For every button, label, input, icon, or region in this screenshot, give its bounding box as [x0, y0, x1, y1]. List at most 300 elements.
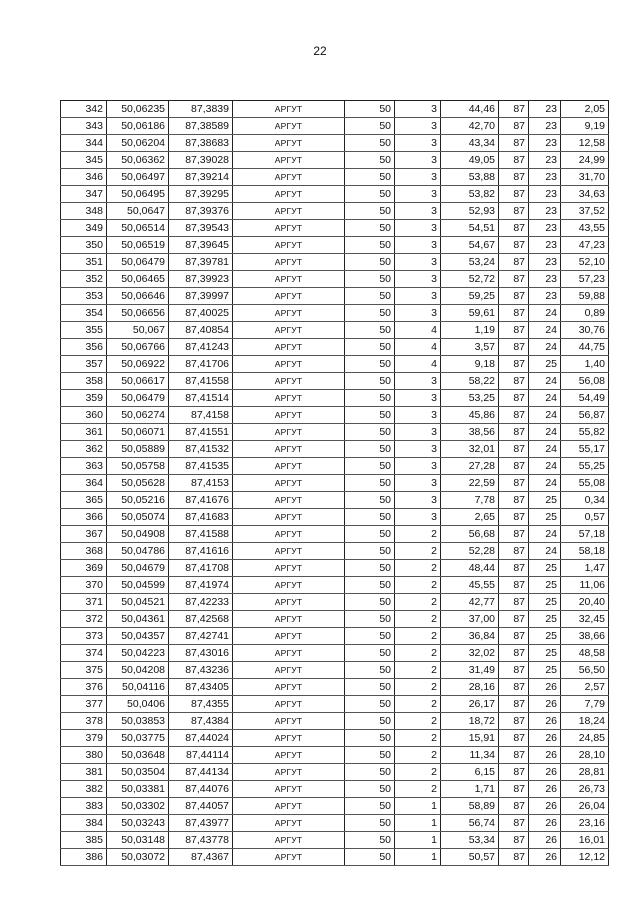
- point-number-cell: 373: [61, 628, 107, 645]
- latitude-cell: 50,06479: [107, 390, 169, 407]
- longitude-cell: 87,41551: [169, 424, 233, 441]
- lat-seconds-cell: 45,86: [441, 407, 499, 424]
- river-name-cell: АРГУТ: [233, 305, 345, 322]
- lon-minutes-cell: 26: [529, 832, 561, 849]
- point-number-cell: 345: [61, 152, 107, 169]
- lon-degrees-cell: 87: [499, 186, 529, 203]
- lat-seconds-cell: 58,89: [441, 798, 499, 815]
- lat-seconds-cell: 44,46: [441, 101, 499, 118]
- lon-seconds-cell: 30,76: [561, 322, 609, 339]
- river-name-cell: АРГУТ: [233, 798, 345, 815]
- lat-degrees-cell: 50: [345, 713, 395, 730]
- lon-minutes-cell: 26: [529, 815, 561, 832]
- table-row: [61, 254, 609, 271]
- point-number-cell: 383: [61, 798, 107, 815]
- lon-degrees-cell: 87: [499, 611, 529, 628]
- lat-minutes-cell: 2: [395, 543, 441, 560]
- lon-degrees-cell: 87: [499, 492, 529, 509]
- longitude-cell: 87,41708: [169, 560, 233, 577]
- lat-minutes-cell: 2: [395, 526, 441, 543]
- lon-degrees-cell: 87: [499, 288, 529, 305]
- lon-degrees-cell: 87: [499, 645, 529, 662]
- lat-seconds-cell: 1,71: [441, 781, 499, 798]
- river-name-cell: АРГУТ: [233, 152, 345, 169]
- lon-minutes-cell: 23: [529, 118, 561, 135]
- lon-degrees-cell: 87: [499, 526, 529, 543]
- lat-minutes-cell: 3: [395, 305, 441, 322]
- longitude-cell: 87,39295: [169, 186, 233, 203]
- point-number-cell: 360: [61, 407, 107, 424]
- lat-minutes-cell: 2: [395, 628, 441, 645]
- lat-minutes-cell: 4: [395, 322, 441, 339]
- lat-minutes-cell: 3: [395, 492, 441, 509]
- longitude-cell: 87,41616: [169, 543, 233, 560]
- lat-seconds-cell: 54,51: [441, 220, 499, 237]
- table-row: [61, 152, 609, 169]
- lon-degrees-cell: 87: [499, 152, 529, 169]
- table-row: [61, 237, 609, 254]
- lat-seconds-cell: 9,18: [441, 356, 499, 373]
- lat-minutes-cell: 3: [395, 390, 441, 407]
- lon-minutes-cell: 23: [529, 101, 561, 118]
- lat-minutes-cell: 3: [395, 203, 441, 220]
- lon-seconds-cell: 56,08: [561, 373, 609, 390]
- lon-seconds-cell: 20,40: [561, 594, 609, 611]
- longitude-cell: 87,39645: [169, 237, 233, 254]
- longitude-cell: 87,4158: [169, 407, 233, 424]
- latitude-cell: 50,04786: [107, 543, 169, 560]
- longitude-cell: 87,4153: [169, 475, 233, 492]
- river-name-cell: АРГУТ: [233, 832, 345, 849]
- lon-seconds-cell: 11,06: [561, 577, 609, 594]
- lon-degrees-cell: 87: [499, 135, 529, 152]
- table-row: [61, 628, 609, 645]
- table-row: [61, 696, 609, 713]
- lon-minutes-cell: 26: [529, 679, 561, 696]
- lat-minutes-cell: 3: [395, 220, 441, 237]
- river-name-cell: АРГУТ: [233, 390, 345, 407]
- river-name-cell: АРГУТ: [233, 611, 345, 628]
- table-row: [61, 118, 609, 135]
- river-name-cell: АРГУТ: [233, 458, 345, 475]
- lat-degrees-cell: 50: [345, 101, 395, 118]
- point-number-cell: 363: [61, 458, 107, 475]
- lat-degrees-cell: 50: [345, 679, 395, 696]
- longitude-cell: 87,43405: [169, 679, 233, 696]
- lat-minutes-cell: 3: [395, 169, 441, 186]
- lon-seconds-cell: 55,82: [561, 424, 609, 441]
- lon-minutes-cell: 23: [529, 288, 561, 305]
- table-row: [61, 203, 609, 220]
- table-row: [61, 135, 609, 152]
- lat-seconds-cell: 50,57: [441, 849, 499, 866]
- latitude-cell: 50,04357: [107, 628, 169, 645]
- lat-degrees-cell: 50: [345, 730, 395, 747]
- river-name-cell: АРГУТ: [233, 424, 345, 441]
- longitude-cell: 87,38683: [169, 135, 233, 152]
- point-number-cell: 367: [61, 526, 107, 543]
- lat-degrees-cell: 50: [345, 747, 395, 764]
- longitude-cell: 87,40025: [169, 305, 233, 322]
- lat-minutes-cell: 2: [395, 781, 441, 798]
- lat-degrees-cell: 50: [345, 305, 395, 322]
- point-number-cell: 375: [61, 662, 107, 679]
- lat-minutes-cell: 3: [395, 186, 441, 203]
- lat-seconds-cell: 53,24: [441, 254, 499, 271]
- lon-seconds-cell: 48,58: [561, 645, 609, 662]
- lat-minutes-cell: 2: [395, 560, 441, 577]
- table-row: [61, 730, 609, 747]
- longitude-cell: 87,43236: [169, 662, 233, 679]
- table-row: [61, 356, 609, 373]
- lon-seconds-cell: 54,49: [561, 390, 609, 407]
- lon-degrees-cell: 87: [499, 747, 529, 764]
- lat-degrees-cell: 50: [345, 594, 395, 611]
- lon-degrees-cell: 87: [499, 798, 529, 815]
- lat-degrees-cell: 50: [345, 764, 395, 781]
- longitude-cell: 87,39214: [169, 169, 233, 186]
- lat-seconds-cell: 52,72: [441, 271, 499, 288]
- river-name-cell: АРГУТ: [233, 747, 345, 764]
- lat-degrees-cell: 50: [345, 356, 395, 373]
- lon-seconds-cell: 1,47: [561, 560, 609, 577]
- point-number-cell: 346: [61, 169, 107, 186]
- lat-minutes-cell: 3: [395, 441, 441, 458]
- lon-degrees-cell: 87: [499, 679, 529, 696]
- latitude-cell: 50,06766: [107, 339, 169, 356]
- lon-degrees-cell: 87: [499, 169, 529, 186]
- lat-minutes-cell: 3: [395, 475, 441, 492]
- lon-degrees-cell: 87: [499, 373, 529, 390]
- lat-seconds-cell: 7,78: [441, 492, 499, 509]
- point-number-cell: 377: [61, 696, 107, 713]
- coordinates-table: [60, 100, 609, 866]
- lat-minutes-cell: 2: [395, 696, 441, 713]
- table-row: [61, 798, 609, 815]
- river-name-cell: АРГУТ: [233, 594, 345, 611]
- lat-degrees-cell: 50: [345, 628, 395, 645]
- lat-seconds-cell: 2,65: [441, 509, 499, 526]
- lon-degrees-cell: 87: [499, 237, 529, 254]
- lon-seconds-cell: 47,23: [561, 237, 609, 254]
- latitude-cell: 50,04521: [107, 594, 169, 611]
- lat-seconds-cell: 56,74: [441, 815, 499, 832]
- lon-seconds-cell: 55,25: [561, 458, 609, 475]
- lat-degrees-cell: 50: [345, 645, 395, 662]
- lon-minutes-cell: 26: [529, 713, 561, 730]
- lat-seconds-cell: 45,55: [441, 577, 499, 594]
- lat-minutes-cell: 3: [395, 254, 441, 271]
- lon-seconds-cell: 34,63: [561, 186, 609, 203]
- table-row: [61, 781, 609, 798]
- lat-minutes-cell: 1: [395, 815, 441, 832]
- lat-minutes-cell: 2: [395, 611, 441, 628]
- table-row: [61, 713, 609, 730]
- longitude-cell: 87,4355: [169, 696, 233, 713]
- river-name-cell: АРГУТ: [233, 186, 345, 203]
- lon-minutes-cell: 23: [529, 186, 561, 203]
- lon-minutes-cell: 26: [529, 730, 561, 747]
- lon-minutes-cell: 26: [529, 849, 561, 866]
- river-name-cell: АРГУТ: [233, 271, 345, 288]
- lat-degrees-cell: 50: [345, 135, 395, 152]
- lat-seconds-cell: 28,16: [441, 679, 499, 696]
- point-number-cell: 370: [61, 577, 107, 594]
- table-row: [61, 611, 609, 628]
- lat-degrees-cell: 50: [345, 560, 395, 577]
- lat-degrees-cell: 50: [345, 271, 395, 288]
- latitude-cell: 50,05216: [107, 492, 169, 509]
- lat-seconds-cell: 49,05: [441, 152, 499, 169]
- point-number-cell: 369: [61, 560, 107, 577]
- lon-minutes-cell: 24: [529, 441, 561, 458]
- lat-degrees-cell: 50: [345, 475, 395, 492]
- lat-minutes-cell: 2: [395, 747, 441, 764]
- lat-seconds-cell: 3,57: [441, 339, 499, 356]
- longitude-cell: 87,3839: [169, 101, 233, 118]
- river-name-cell: АРГУТ: [233, 764, 345, 781]
- latitude-cell: 50,03775: [107, 730, 169, 747]
- lat-minutes-cell: 2: [395, 577, 441, 594]
- point-number-cell: 379: [61, 730, 107, 747]
- lon-minutes-cell: 24: [529, 407, 561, 424]
- lat-minutes-cell: 3: [395, 135, 441, 152]
- lat-degrees-cell: 50: [345, 832, 395, 849]
- lat-minutes-cell: 3: [395, 237, 441, 254]
- point-number-cell: 374: [61, 645, 107, 662]
- latitude-cell: 50,06479: [107, 254, 169, 271]
- lat-minutes-cell: 4: [395, 356, 441, 373]
- lat-minutes-cell: 3: [395, 407, 441, 424]
- lat-seconds-cell: 53,34: [441, 832, 499, 849]
- lat-minutes-cell: 3: [395, 101, 441, 118]
- lat-minutes-cell: 3: [395, 424, 441, 441]
- lon-degrees-cell: 87: [499, 594, 529, 611]
- point-number-cell: 372: [61, 611, 107, 628]
- lon-minutes-cell: 25: [529, 645, 561, 662]
- lon-minutes-cell: 24: [529, 458, 561, 475]
- lat-minutes-cell: 1: [395, 849, 441, 866]
- lat-degrees-cell: 50: [345, 237, 395, 254]
- river-name-cell: АРГУТ: [233, 356, 345, 373]
- lat-seconds-cell: 22,59: [441, 475, 499, 492]
- river-name-cell: АРГУТ: [233, 322, 345, 339]
- longitude-cell: 87,44024: [169, 730, 233, 747]
- lat-seconds-cell: 43,34: [441, 135, 499, 152]
- lat-minutes-cell: 2: [395, 679, 441, 696]
- point-number-cell: 355: [61, 322, 107, 339]
- river-name-cell: АРГУТ: [233, 713, 345, 730]
- lon-minutes-cell: 24: [529, 322, 561, 339]
- lat-degrees-cell: 50: [345, 577, 395, 594]
- lat-degrees-cell: 50: [345, 373, 395, 390]
- lat-degrees-cell: 50: [345, 169, 395, 186]
- longitude-cell: 87,39543: [169, 220, 233, 237]
- table-row: [61, 662, 609, 679]
- lon-degrees-cell: 87: [499, 118, 529, 135]
- lon-minutes-cell: 26: [529, 781, 561, 798]
- lat-minutes-cell: 2: [395, 645, 441, 662]
- table-row: [61, 560, 609, 577]
- lat-degrees-cell: 50: [345, 254, 395, 271]
- lat-seconds-cell: 59,61: [441, 305, 499, 322]
- point-number-cell: 347: [61, 186, 107, 203]
- lon-degrees-cell: 87: [499, 781, 529, 798]
- table-row: [61, 373, 609, 390]
- lon-minutes-cell: 23: [529, 135, 561, 152]
- lat-degrees-cell: 50: [345, 339, 395, 356]
- lon-minutes-cell: 24: [529, 475, 561, 492]
- latitude-cell: 50,04223: [107, 645, 169, 662]
- lon-seconds-cell: 43,55: [561, 220, 609, 237]
- lat-degrees-cell: 50: [345, 526, 395, 543]
- point-number-cell: 351: [61, 254, 107, 271]
- point-number-cell: 353: [61, 288, 107, 305]
- latitude-cell: 50,06362: [107, 152, 169, 169]
- river-name-cell: АРГУТ: [233, 220, 345, 237]
- longitude-cell: 87,41532: [169, 441, 233, 458]
- lon-seconds-cell: 32,45: [561, 611, 609, 628]
- lat-seconds-cell: 18,72: [441, 713, 499, 730]
- longitude-cell: 87,41683: [169, 509, 233, 526]
- point-number-cell: 371: [61, 594, 107, 611]
- lon-minutes-cell: 25: [529, 577, 561, 594]
- river-name-cell: АРГУТ: [233, 475, 345, 492]
- lon-minutes-cell: 23: [529, 220, 561, 237]
- lon-degrees-cell: 87: [499, 849, 529, 866]
- lon-seconds-cell: 2,57: [561, 679, 609, 696]
- latitude-cell: 50,06497: [107, 169, 169, 186]
- lon-minutes-cell: 25: [529, 628, 561, 645]
- longitude-cell: 87,44076: [169, 781, 233, 798]
- lon-minutes-cell: 24: [529, 424, 561, 441]
- longitude-cell: 87,42741: [169, 628, 233, 645]
- lat-minutes-cell: 3: [395, 373, 441, 390]
- table-row: [61, 441, 609, 458]
- lat-minutes-cell: 4: [395, 339, 441, 356]
- lon-seconds-cell: 7,79: [561, 696, 609, 713]
- lon-seconds-cell: 0,57: [561, 509, 609, 526]
- lat-seconds-cell: 53,88: [441, 169, 499, 186]
- lon-degrees-cell: 87: [499, 407, 529, 424]
- lon-minutes-cell: 24: [529, 305, 561, 322]
- lat-minutes-cell: 3: [395, 271, 441, 288]
- lat-minutes-cell: 1: [395, 832, 441, 849]
- lat-seconds-cell: 15,91: [441, 730, 499, 747]
- lon-minutes-cell: 26: [529, 747, 561, 764]
- point-number-cell: 359: [61, 390, 107, 407]
- table-row: [61, 186, 609, 203]
- table-row: [61, 492, 609, 509]
- lon-minutes-cell: 24: [529, 543, 561, 560]
- river-name-cell: АРГУТ: [233, 288, 345, 305]
- table-row: [61, 849, 609, 866]
- point-number-cell: 366: [61, 509, 107, 526]
- table-row: [61, 645, 609, 662]
- lon-seconds-cell: 44,75: [561, 339, 609, 356]
- table-row: [61, 322, 609, 339]
- lat-minutes-cell: 3: [395, 458, 441, 475]
- river-name-cell: АРГУТ: [233, 560, 345, 577]
- lon-seconds-cell: 57,18: [561, 526, 609, 543]
- lat-degrees-cell: 50: [345, 288, 395, 305]
- lat-seconds-cell: 48,44: [441, 560, 499, 577]
- lat-seconds-cell: 31,49: [441, 662, 499, 679]
- table-row: [61, 815, 609, 832]
- lat-seconds-cell: 59,25: [441, 288, 499, 305]
- lat-minutes-cell: 2: [395, 764, 441, 781]
- table-row: [61, 832, 609, 849]
- lat-degrees-cell: 50: [345, 611, 395, 628]
- lat-seconds-cell: 32,01: [441, 441, 499, 458]
- point-number-cell: 368: [61, 543, 107, 560]
- lat-minutes-cell: 3: [395, 288, 441, 305]
- point-number-cell: 357: [61, 356, 107, 373]
- river-name-cell: АРГУТ: [233, 662, 345, 679]
- lat-seconds-cell: 58,22: [441, 373, 499, 390]
- lon-degrees-cell: 87: [499, 390, 529, 407]
- lon-seconds-cell: 1,40: [561, 356, 609, 373]
- lon-seconds-cell: 26,73: [561, 781, 609, 798]
- river-name-cell: АРГУТ: [233, 849, 345, 866]
- page-number: 22: [313, 44, 327, 58]
- lon-degrees-cell: 87: [499, 441, 529, 458]
- lon-degrees-cell: 87: [499, 458, 529, 475]
- latitude-cell: 50,06204: [107, 135, 169, 152]
- lon-seconds-cell: 31,70: [561, 169, 609, 186]
- table-row: [61, 390, 609, 407]
- point-number-cell: 349: [61, 220, 107, 237]
- lat-seconds-cell: 11,34: [441, 747, 499, 764]
- lon-degrees-cell: 87: [499, 271, 529, 288]
- lon-seconds-cell: 56,87: [561, 407, 609, 424]
- point-number-cell: 362: [61, 441, 107, 458]
- lat-degrees-cell: 50: [345, 662, 395, 679]
- lat-degrees-cell: 50: [345, 390, 395, 407]
- latitude-cell: 50,06186: [107, 118, 169, 135]
- point-number-cell: 386: [61, 849, 107, 866]
- lon-degrees-cell: 87: [499, 764, 529, 781]
- table-row: [61, 339, 609, 356]
- latitude-cell: 50,04679: [107, 560, 169, 577]
- table-row: [61, 305, 609, 322]
- river-name-cell: АРГУТ: [233, 254, 345, 271]
- point-number-cell: 356: [61, 339, 107, 356]
- lon-degrees-cell: 87: [499, 322, 529, 339]
- lat-seconds-cell: 53,82: [441, 186, 499, 203]
- river-name-cell: АРГУТ: [233, 118, 345, 135]
- river-name-cell: АРГУТ: [233, 101, 345, 118]
- longitude-cell: 87,44114: [169, 747, 233, 764]
- lon-degrees-cell: 87: [499, 475, 529, 492]
- lon-seconds-cell: 59,88: [561, 288, 609, 305]
- lon-minutes-cell: 25: [529, 492, 561, 509]
- lon-seconds-cell: 26,04: [561, 798, 609, 815]
- latitude-cell: 50,04908: [107, 526, 169, 543]
- lat-seconds-cell: 36,84: [441, 628, 499, 645]
- point-number-cell: 342: [61, 101, 107, 118]
- latitude-cell: 50,06465: [107, 271, 169, 288]
- lat-seconds-cell: 42,70: [441, 118, 499, 135]
- latitude-cell: 50,06617: [107, 373, 169, 390]
- longitude-cell: 87,41974: [169, 577, 233, 594]
- table-row: [61, 288, 609, 305]
- lat-seconds-cell: 52,93: [441, 203, 499, 220]
- lon-minutes-cell: 24: [529, 373, 561, 390]
- point-number-cell: 350: [61, 237, 107, 254]
- river-name-cell: АРГУТ: [233, 577, 345, 594]
- latitude-cell: 50,03243: [107, 815, 169, 832]
